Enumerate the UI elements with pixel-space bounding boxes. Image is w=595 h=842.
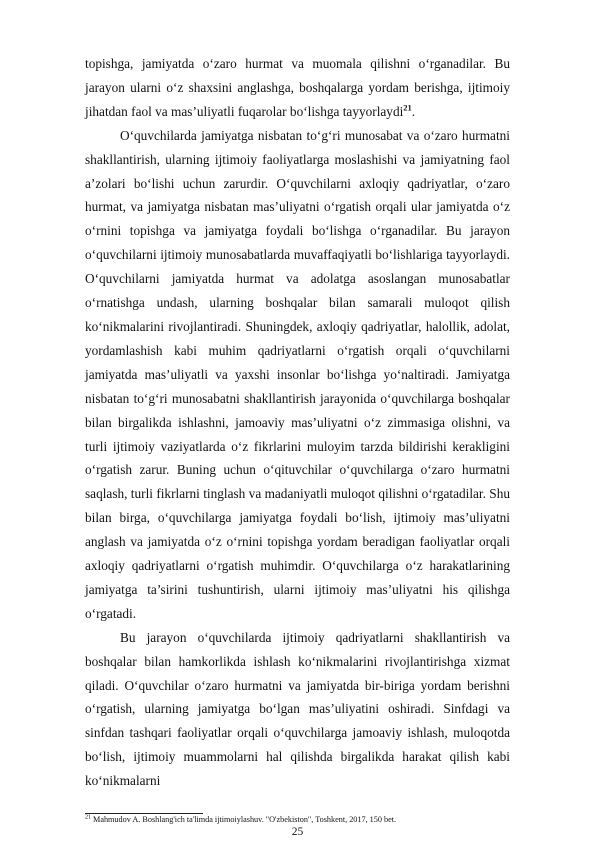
paragraph-1 xyxy=(85,52,510,124)
footnote-number: 21 xyxy=(85,814,91,821)
paragraph-3: Bu jarayon o‘quvchilarda ijtimoiy qadriyatlarni shakllantirish va boshqalar bilan hamkorlikda ishlash ko‘nikmalarini rivojlantirishga xizmat qiladi. O‘quvchilar o‘zaro hurmatni va jamiyatda bir-biriga yordam berishni o‘rgatish, ularning jamiyatga bo‘lgan mas’uliyatini oshiradi. Sinfdagi va sinfdan tashqari faoliyatlar orqali o‘quvchilarga jamoaviy ishlash, muloqotda bo‘lish, ijtimoiy muammolarni hal qilishda birgalikda harakat qilish kabi ko‘nikmalarni xyxy=(85,629,510,789)
paragraph-2: O‘quvchilarda jamiyatga nisbatan to‘g‘ri munosabat va o‘zaro hurmatni shakllantirish, ularning ijtimoiy faoliyatlarga moslashishi va jamiyatning faol a’zolari bo‘lishi uchun zarurdir. O‘quvchilarni axloqiy qadriyatlar, o‘zaro hurmat, va jamiyatga nisbatan mas’uliyatni o‘rgatish orqali ular jamiyatda o‘z o‘rnini topishga va jamiyatga foydali bo‘lishga o‘rganadilar. Bu jarayon o‘quvchilarni ijtimoiy munosabatlarda muvaffaqiyatli bo‘lishlariga tayyorlaydi. O‘quvchilarni jamiyatda hurmat va adolatga asoslangan munosabatlar o‘rnatishga undash, ularning boshqalar bilan samarali muloqot qilish ko‘nikmalarini rivojlantiradi. Shuningdek, axloqiy qadriyatlar, halollik, adolat, yordamlashish kabi muhim qadriyatlarni o‘rgatish orqali o‘quvchilarni jamiyatda mas’uliyatli va yaxshi insonlar bo‘lishga yo‘naltiradi. Jamiyatga nisbatan to‘g‘ri munosabatni shakllantirish jarayonida o‘quvchilarga boshqalar bilan birgalikda ishlashni, jamoaviy mas’uliyatni o‘z zimmasiga olishni, va turli ijtimoiy vaziyatlarda o‘z fikrlarini muloyim tarzda bildirishi kerakligini o‘rgatish zarur. Buning uchun o‘qituvchilar o‘quvchilarga o‘zaro hurmatni saqlash, turli fikrlarni tinglash va madaniyatli muloqot qilishni o‘rgatadilar. Shu bilan birga, o‘quvchilarga jamiyatga foydali bo‘lish, ijtimoiy mas’uliyatni anglash va jamiyatda o‘z o‘rnini topishga yordam beradigan faoliyatlar orqali axloqiy qadriyatlarni o‘rgatish muhimdir. O‘quvchilarga o‘z harakatlarining jamiyatga ta’sirini tushuntirish, ularni ijtimoiy mas’uliyatni his qilishga o‘rgatadi. xyxy=(85,127,510,621)
footnote-text: Mahmudov A. Boshlang'ich ta'limda ijtimoiylashuv. "O'zbekiston", Toshkent, 2017, 150 bet. xyxy=(91,815,397,824)
paragraph-1-text: topishga, jamiyatda o‘zaro hurmat va muomala qilishni o‘rganadilar. Bu jarayon ularni o‘z shaxsini anglashga, boshqalarga yordam berishga, ijtimoiy jihatdan faol va mas’uliyatli fuqarolar bo‘lishga tayyorlaydi xyxy=(85,56,510,119)
paragraph-1-tail: . xyxy=(411,103,416,119)
page-number: 25 xyxy=(291,826,304,838)
footnote xyxy=(85,814,510,825)
footnote-reference[interactable]: 21 xyxy=(403,102,412,113)
main-text xyxy=(85,52,510,793)
